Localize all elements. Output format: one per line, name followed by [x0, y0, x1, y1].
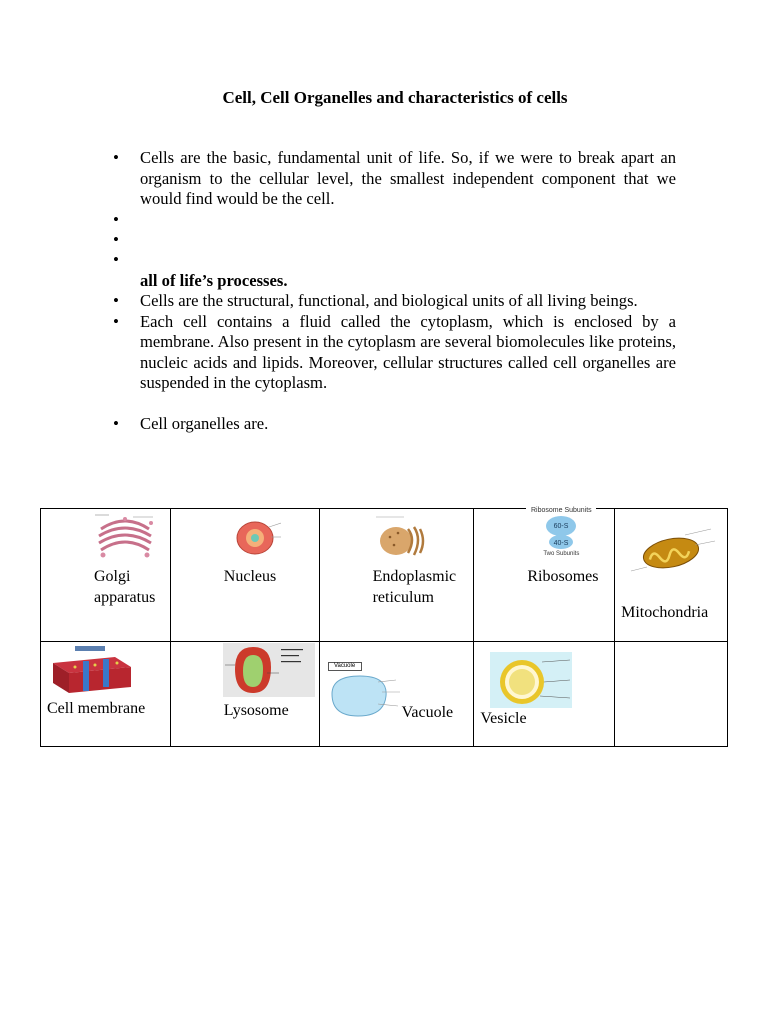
bullet-item: • Each cell contains a fluid called the cytoplasm, which is enclosed by a membrane. Also present in the cytoplasm are several biomolecules like proteins, nucleic acids and lipids. Moreover, cellular structures called cell organelles are suspended in the cytoplasm.	[110, 312, 676, 394]
cell-mitochondria	[615, 509, 728, 642]
label-vesicle: Vesicle	[480, 710, 527, 727]
label-endoplasmic-reticulum: Endoplasmic reticulum	[372, 568, 457, 606]
mitochondria-image	[625, 523, 717, 579]
cell-cell-membrane	[41, 642, 171, 747]
cell-endoplasmic-reticulum	[319, 509, 474, 642]
cell-vacuole	[319, 642, 474, 747]
table-row	[41, 509, 728, 642]
vacuole-tag: Vacuole	[328, 662, 362, 671]
bullet-list	[110, 148, 676, 434]
label-mitochondria: Mitochondria	[621, 604, 709, 621]
lysosome-image	[223, 643, 315, 697]
bullet-item: • Cells are the structural, functional, and biological units of all living beings.	[110, 291, 676, 312]
er-image	[374, 511, 430, 561]
label-ribosomes: Ribosomes	[527, 568, 599, 585]
vesicle-image	[490, 652, 572, 708]
bullet-item: • Cells are the basic, fundamental unit of life. So, if we were to break apart an organism to the cellular level, the smallest independent component that we would find would be the cell.	[110, 148, 676, 210]
vacuole-image	[328, 672, 404, 718]
ribosome-image: Ribosome Subunits 60-S 40-S Two Subunits	[526, 507, 596, 559]
svg-text:40-S: 40-S	[553, 540, 569, 547]
label-golgi: Golgi apparatus	[94, 568, 156, 606]
nucleus-image	[233, 517, 281, 557]
cell-nucleus	[170, 509, 319, 642]
cell-ribosomes	[474, 509, 615, 642]
organelle-table	[40, 508, 728, 747]
label-cell-membrane: Cell membrane	[47, 700, 146, 717]
page-title: Cell, Cell Organelles and characteristics of cells	[222, 88, 568, 107]
bullet-spacer	[110, 394, 676, 414]
svg-text:60-S: 60-S	[553, 523, 569, 530]
bullet-item	[110, 210, 676, 230]
cell-membrane-image	[45, 643, 137, 695]
cell-vesicle	[474, 642, 615, 747]
label-lysosome: Lysosome	[223, 702, 289, 719]
label-nucleus: Nucleus	[223, 568, 277, 585]
table-row	[41, 642, 728, 747]
bullet-item	[110, 250, 676, 271]
bullet-item: • Cell organelles are.	[110, 414, 676, 435]
bullet-item: all of life’s processes.	[140, 270, 288, 290]
cell-lysosome	[170, 642, 319, 747]
cell-empty	[615, 642, 728, 747]
cell-golgi	[41, 509, 171, 642]
label-vacuole: Vacuole	[401, 704, 454, 721]
golgi-image	[93, 511, 157, 561]
bullet-item	[110, 230, 676, 251]
